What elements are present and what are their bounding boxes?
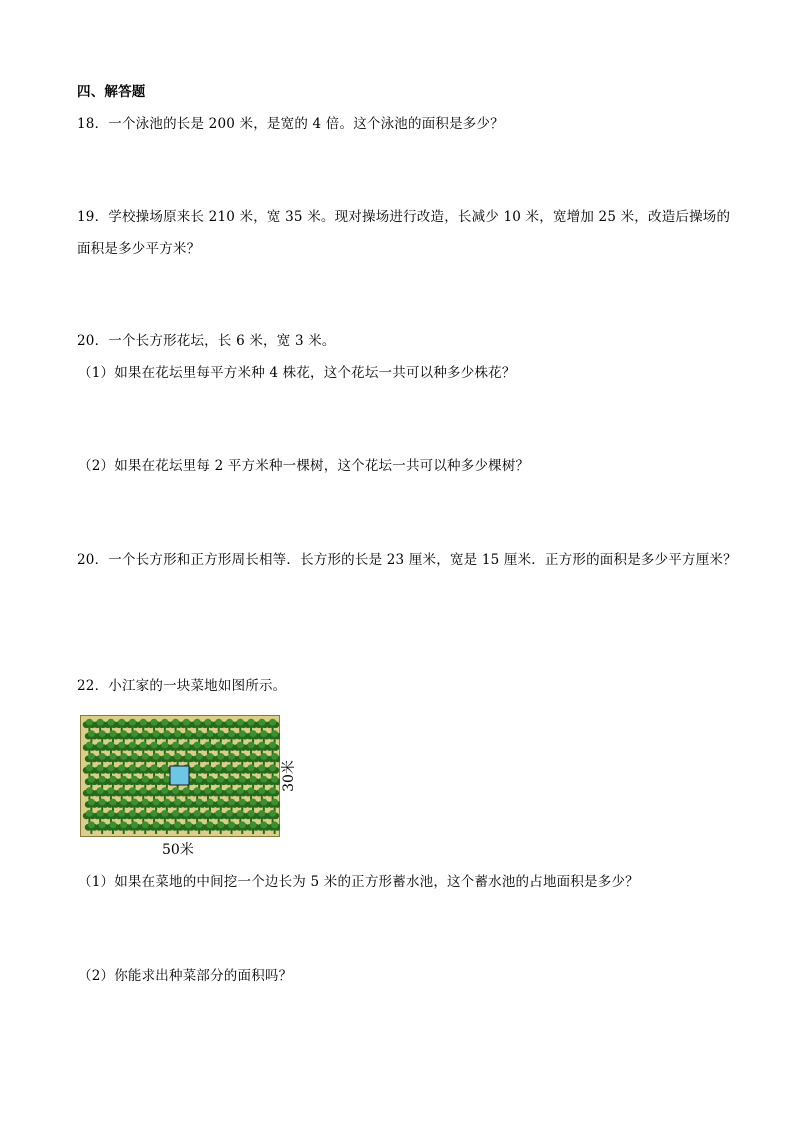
question-22: 22．小江家的一块菜地如图所示。 [77, 678, 287, 694]
square-pond [170, 766, 189, 785]
question-20: 20．一个长方形花坛，长 6 米，宽 3 米。 [77, 333, 336, 349]
question-19-line1: 19．学校操场原来长 210 米，宽 35 米。现对操场进行改造，长减少 10 米，宽增加 25 米，改造后操场的 [77, 209, 731, 225]
vegetable-field-figure [80, 715, 280, 837]
question-19-line2: 面积是多少平方米？ [77, 241, 201, 257]
question-22-part1: （1）如果在菜地的中间挖一个边长为 5 米的正方形蓄水池，这个蓄水池的占地面积是多少？ [78, 874, 639, 890]
question-22-part2: （2）你能求出种菜部分的面积吗？ [78, 968, 293, 984]
field-width-label: 50米 [162, 842, 194, 858]
section-title: 四、解答题 [77, 84, 146, 100]
question-20-part2: （2）如果在花坛里每 2 平方米种一棵树，这个花坛一共可以种多少棵树？ [78, 458, 530, 474]
question-20-part1: （1）如果在花坛里每平方米种 4 株花，这个花坛一共可以种多少株花？ [78, 365, 516, 381]
field-height-label: 30米 [280, 760, 297, 792]
vegetable-field-image [80, 715, 280, 837]
question-18: 18．一个泳池的长是 200 米，是宽的 4 倍。这个泳池的面积是多少？ [77, 116, 504, 132]
question-21: 20．一个长方形和正方形周长相等．长方形的长是 23 厘米，宽是 15 厘米．正方形的面积是多少平方厘米？ [77, 552, 737, 568]
